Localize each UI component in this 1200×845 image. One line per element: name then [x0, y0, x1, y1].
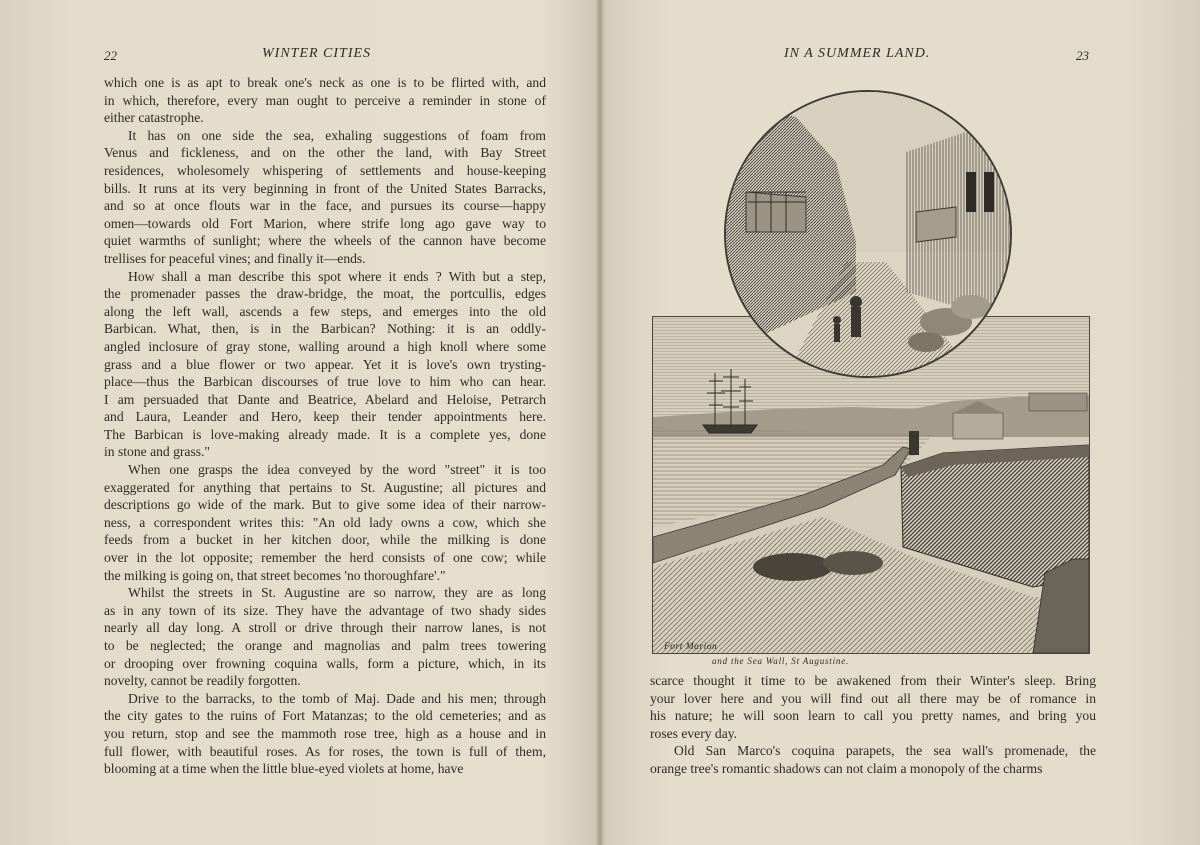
text-line: place—thus the Barbican discourses of true love to him who can hear.: [104, 374, 546, 390]
text-line: in stone and grass.": [104, 444, 210, 460]
right-page: [602, 0, 1200, 845]
text-line: I am persuaded that Dante and Beatrice, Abelard and Heloise, Petrarch: [104, 391, 546, 407]
text-line: your lover here and you will find out all there may be of romance in: [650, 690, 1096, 706]
running-head-right: IN A SUMMER LAND.: [784, 46, 931, 61]
text-line: When one grasps the idea conveyed by the word "street" it is too: [128, 462, 546, 478]
text-line: residences, wholesomely whispering of settlements and house-keeping: [104, 162, 546, 178]
illustration-caption-line2: and the Sea Wall, St Augustine.: [712, 656, 850, 666]
text-line: his nature; he will soon learn to call you pretty names, and bring you: [650, 708, 1096, 724]
text-line: Drive to the barracks, to the tomb of Maj. Dade and his men; through: [128, 690, 546, 706]
text-line: the milking is going on, that street becomes 'no thoroughfare'.": [104, 567, 446, 583]
text-line: trellises for peaceful vines; and finally it—ends.: [104, 250, 366, 266]
text-line: as in any town of its size. They have the advantage of two shady sides: [104, 602, 546, 618]
right-body-text: [650, 672, 1096, 778]
text-line: The Barbican is love-making already made. It is a complete yes, done: [104, 426, 546, 442]
text-line: feeds from a bucket in her kitchen door, while the milking is done: [104, 532, 546, 548]
text-line: either catastrophe.: [104, 110, 204, 126]
text-line: omen—towards old Fort Marion, where strife long ago gave way to: [104, 215, 546, 231]
text-line: nearly all day long. A stroll or drive through their narrow lanes, is not: [104, 620, 546, 636]
text-line: roses every day.: [650, 725, 738, 741]
left-body-text: [104, 74, 546, 778]
street-scene-illustration: [726, 92, 1010, 376]
text-line: along the left wall, ascends a few steps, and emerges into the old: [104, 303, 546, 319]
text-line: or drooping over frowning coquina walls, form a picture, which, in its: [104, 655, 546, 671]
text-line: blooming at a time when the little blue-eyed violets at home, have: [104, 761, 464, 777]
text-line: Barbican. What, then, is in the Barbican? Nothing: it is an oddly-: [104, 321, 546, 337]
text-line: Old San Marco's coquina parapets, the sea wall's promenade, the: [674, 743, 1096, 759]
text-line: to be neglected; the orange and magnolias and palm trees towering: [104, 638, 546, 653]
text-line: you return, stop and see the mammoth rose tree, high as a house and in: [104, 725, 546, 741]
page-number-right: 23: [1076, 48, 1089, 63]
text-line: How shall a man describe this spot where it ends ? With but a step,: [128, 268, 546, 284]
text-line: orange tree's romantic shadows can not claim a monopoly of the charms: [650, 760, 1043, 776]
text-line: quiet warmths of sunlight; where the wheels of the cannon have become: [104, 233, 546, 249]
text-line: bills. It runs at its very beginning in front of the United States Barracks,: [104, 180, 546, 196]
text-line: and so at once flouts war in the face, and pursues its course—happy: [104, 198, 546, 214]
illustration-caption-line1: Fort Marion: [664, 642, 718, 652]
street-scene-medallion: [724, 90, 1012, 378]
page-number-left: 22: [104, 48, 117, 63]
text-line: full flower, with beautiful roses. As for roses, the town is full of them,: [104, 743, 546, 759]
text-line: angled inclosure of gray stone, walling around a high knoll where some: [104, 338, 546, 354]
text-line: which one is as apt to break one's neck as one is to be flirted with, and: [104, 75, 546, 90]
text-line: and Laura, Leander and Hero, keep their tender appointments here.: [104, 409, 546, 425]
text-line: over in the lot opposite; remember the herd consists of one cow; while: [104, 550, 546, 566]
text-line: grass and a blue flower or two appear. Yet it is love's own trysting-: [104, 356, 546, 372]
text-line: the city gates to the ruins of Fort Matanzas; to the old cemeteries; and as: [104, 708, 546, 724]
text-line: ness, a correspondent writes this: "An old lady owns a cow, which she: [104, 514, 546, 530]
text-line: It has on one side the sea, exhaling suggestions of foam from: [128, 127, 546, 143]
text-line: in which, therefore, every man ought to perceive a reminder in stone of: [104, 92, 546, 108]
left-page: [0, 0, 598, 845]
text-line: Venus and fickleness, and on the other the land, with Bay Street: [104, 145, 546, 161]
text-line: scarce thought it time to be awakened from their Winter's sleep. Bring: [650, 673, 1096, 688]
text-line: descriptions go wide of the mark. But to give some idea of their narrow-: [104, 497, 546, 513]
text-line: the promenader passes the draw-bridge, the moat, the portcullis, edges: [104, 286, 546, 302]
text-line: novelty, cannot be readily forgotten.: [104, 673, 301, 689]
running-head-left: WINTER CITIES: [262, 46, 372, 61]
text-line: Whilst the streets in St. Augustine are so narrow, they are as long: [128, 585, 546, 601]
text-line: exaggerated for anything that pertains to St. Augustine; all pictures and: [104, 479, 546, 495]
